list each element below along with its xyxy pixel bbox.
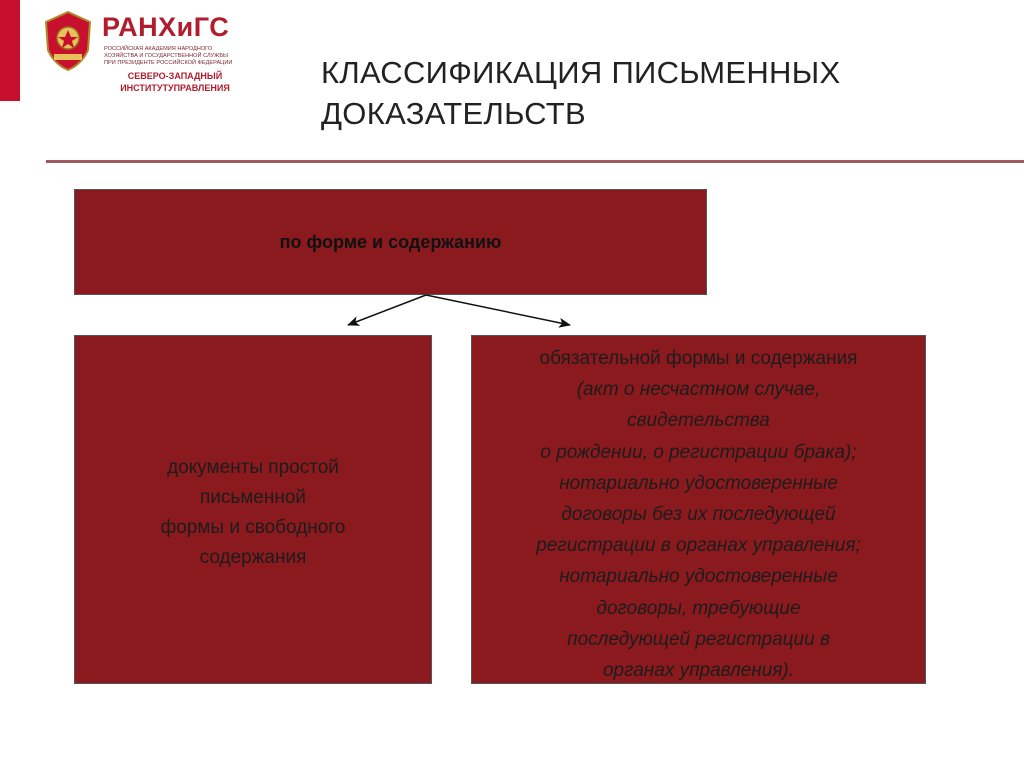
- right-node-line: свидетельства: [627, 410, 770, 432]
- logo-subtitle: РОССИЙСКАЯ АКАДЕМИЯ НАРОДНОГО ХОЗЯЙСТВА И ГОСУДАРСТВЕННОЙ СЛУЖБЫ ПРИ ПРЕЗИДЕНТЕ РОССИЙСКОЙ ФЕДЕРАЦИИ: [104, 46, 233, 66]
- right-node: [471, 335, 926, 684]
- left-node: [74, 335, 432, 684]
- logo-institute: СЕВЕРО-ЗАПАДНЫЙ ИНСТИТУТУПРАВЛЕНИЯ: [120, 71, 230, 93]
- slide-title: КЛАССИФИКАЦИЯ ПИСЬМЕННЫХ ДОКАЗАТЕЛЬСТВ: [321, 55, 841, 131]
- right-node-line: органах управления).: [602, 660, 795, 682]
- root-node: [74, 189, 707, 295]
- right-node-line: договоры, требующие: [596, 597, 801, 619]
- right-node-line: обязательной формы и содержания: [539, 348, 858, 369]
- right-node-line: нотариально удостоверенные: [559, 566, 838, 588]
- accent-bar: [0, 0, 20, 101]
- arrow-to-right: [426, 295, 570, 325]
- right-node-line: регистрации в органах управления;: [536, 535, 861, 557]
- emblem-icon: [42, 10, 94, 72]
- left-node-label: документы простой письменной формы и свободного содержания: [160, 457, 346, 568]
- arrow-to-left: [348, 295, 426, 325]
- institution-logo: [42, 10, 242, 100]
- logo-brand: РАНХиГС: [102, 12, 230, 42]
- right-node-line: о рождении, о регистрации брака);: [540, 441, 857, 463]
- right-node-line: нотариально удостоверенные: [559, 472, 838, 494]
- right-node-line: (акт о несчастном случае,: [576, 379, 821, 401]
- right-node-line: договоры без их последующей: [561, 504, 836, 526]
- root-node-label: по форме и содержанию: [279, 232, 502, 252]
- title-divider: [46, 160, 1024, 163]
- right-node-line: последующей регистрации в: [567, 628, 830, 650]
